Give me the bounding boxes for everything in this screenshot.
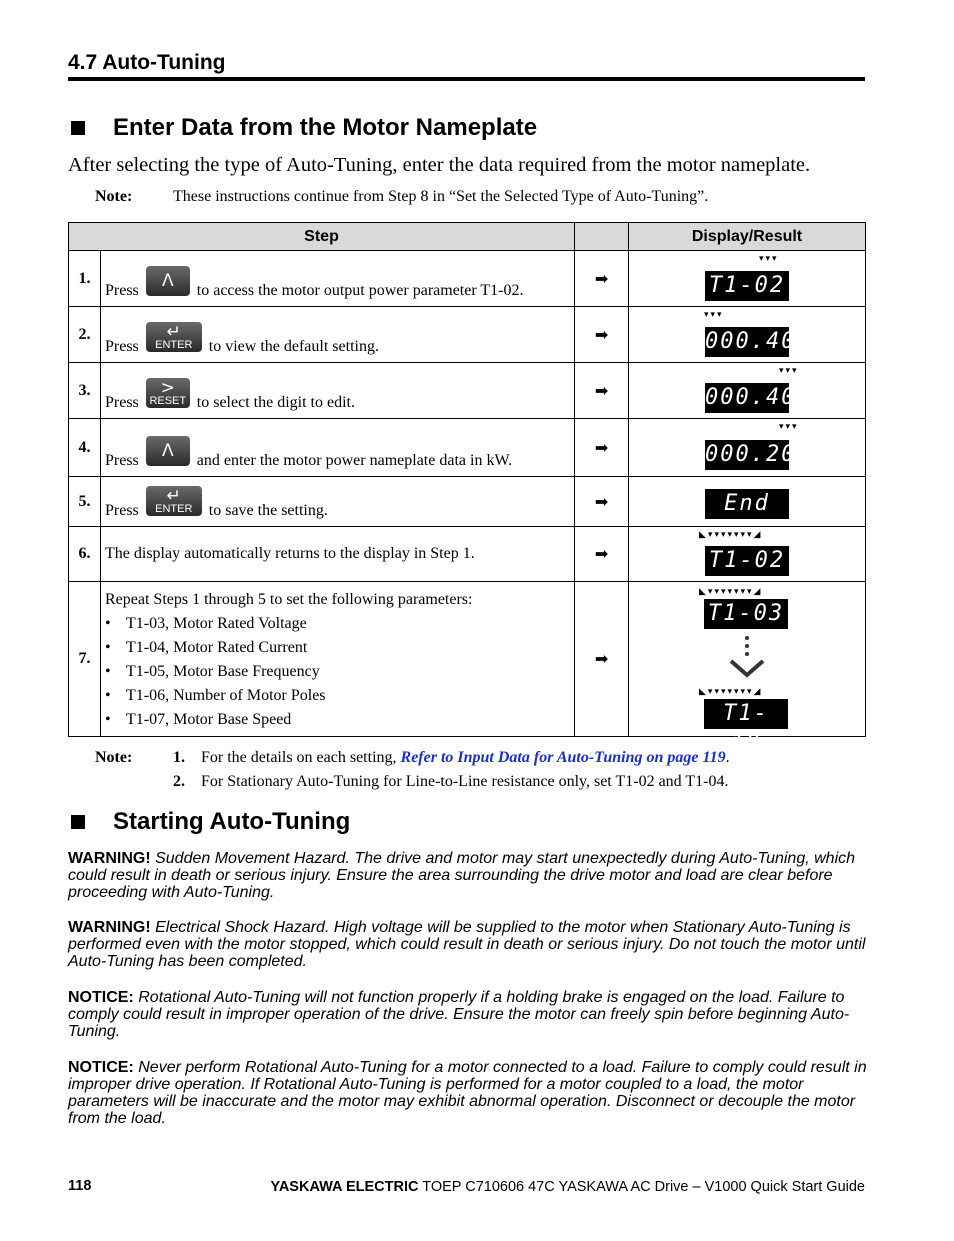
result-arrow-icon: ➡ [575,363,629,419]
note-details [95,749,730,797]
note-number: 1. [173,749,185,766]
press-text: Press [105,394,139,411]
display-cell [629,527,866,582]
blink-indicator-icon: ▾▾▾ [779,422,799,432]
up-arrow-key-icon [146,266,190,296]
heading-enter-data [68,114,537,142]
step-text: to select the digit to edit. [196,394,355,411]
lcd-display: T1-02 [705,546,789,576]
warning-text: Electrical Shock Hazard. High voltage will be supplied to the motor when Stationary Auto-Tuning is performed even with the motor stopped, which could result in death or serious injury. Do not touch the motor until Auto-Tuning has been completed. [68,919,866,970]
result-arrow-icon: ➡ [575,419,629,477]
notice-text: Rotational Auto-Tuning will not function properly if a holding brake is engaged on the load. Failure to comply could result in improper operation of the drive. Ensure the motor can freely spin before beginning Auto-Tuning. [68,989,850,1040]
display-cell [629,307,866,363]
notice-load [68,1059,868,1127]
table-header-row [69,223,866,251]
blink-indicator-icon: ◣▾▾▾▾▾▾▾◢ [699,687,763,697]
lcd-display: 000.40 [705,383,789,413]
step-number: 1. [69,251,101,307]
note-item [95,749,730,773]
blink-indicator-icon: ◣▾▾▾▾▾▾▾◢ [699,587,763,597]
enter-key-icon [146,486,202,516]
list-item: • T1-07, Motor Base Speed [105,708,570,732]
parameter-list [105,612,570,732]
section-title: 4.7 Auto-Tuning [68,51,226,74]
press-text: Press [105,338,139,355]
blink-indicator-icon: ▾▾▾ [704,310,724,320]
step-description [101,419,575,477]
lcd-display: 000.20 [705,440,789,470]
reset-key-icon [146,378,190,408]
list-item: • T1-06, Number of Motor Poles [105,684,570,708]
enter-key-icon [146,322,202,352]
press-text: Press [105,452,139,469]
notice-text: Never perform Rotational Auto-Tuning for a motor connected to a load. Failure to comply could result in improper drive operation. If Rotational Auto-Tuning is performed for a motor coupled to a load, the motor parameters will be inaccurate and the motor may exhibit abnormal operation. Disconnect or decouple the motor from the load. [68,1059,867,1127]
result-arrow-icon: ➡ [575,527,629,582]
result-arrow-icon: ➡ [575,582,629,737]
note-text: For the details on each setting, [201,749,401,766]
table-row [69,477,866,527]
step-text: to access the motor output power parameter T1-02. [196,282,524,299]
step-description [101,582,575,737]
lcd-display: T1-02 [705,271,789,301]
key-symbol: > [160,377,175,398]
header-arrow [575,223,629,251]
list-item: • T1-04, Motor Rated Current [105,636,570,660]
blink-indicator-icon: ▾▾▾ [779,366,799,376]
table-row [69,307,866,363]
square-bullet-icon [71,815,85,829]
step-description [101,251,575,307]
result-arrow-icon: ➡ [575,307,629,363]
footer-doc: TOEP C710606 47C YASKAWA AC Drive – V1000 Quick Start Guide [422,1179,865,1195]
table-row [69,582,866,737]
press-text: Press [105,502,139,519]
lcd-display: End [705,489,789,519]
note-label: Note: [95,188,133,205]
header-display: Display/Result [629,223,866,251]
notice-label: NOTICE: [68,1059,134,1076]
note-text: For Stationary Auto-Tuning for Line-to-Line resistance only, set T1-02 and T1-04. [201,773,729,790]
heading-starting-auto-tuning [68,808,350,836]
blink-indicator-icon: ◣▾▾▾▾▾▾▾◢ [699,530,763,540]
key-symbol: ↵ [166,485,181,506]
note-continue [95,188,708,206]
warning-shock [68,919,868,970]
step-text: to view the default setting. [208,338,379,355]
table-row [69,363,866,419]
lcd-display: T1- 10 [704,699,788,729]
note-number: 2. [173,773,185,790]
lcd-display: 000.40 [705,327,789,357]
step-number: 5. [69,477,101,527]
page-reference-link[interactable]: Refer to Input Data for Auto-Tuning on page 119 [400,749,726,766]
press-text: Press [105,282,139,299]
key-symbol: Λ [161,441,174,461]
step-description [101,307,575,363]
warning-text: Sudden Movement Hazard. The drive and motor may start unexpectedly during Auto-Tuning, which could result in death or serious injury. Ensure the area surrounding the drive motor and load are clear before proceeding with Auto-Tuning. [68,850,856,901]
display-cell [629,582,866,756]
list-item: • T1-05, Motor Base Frequency [105,660,570,684]
note-text: These instructions continue from Step 8 in “Set the Selected Type of Auto-Tuning”. [173,188,709,205]
intro-paragraph: After selecting the type of Auto-Tuning, enter the data required from the motor nameplate. [68,154,811,176]
list-item: • T1-03, Motor Rated Voltage [105,612,570,636]
square-bullet-icon [71,121,85,135]
footer-brand: YASKAWA ELECTRIC [270,1179,419,1195]
step-number: 3. [69,363,101,419]
table-row [69,251,866,307]
header-step: Step [69,223,575,251]
step-text: to save the setting. [208,502,328,519]
display-cell [629,363,866,419]
display-cell [629,251,866,307]
section-header [68,50,865,76]
up-arrow-key-icon [146,436,190,466]
blink-indicator-icon: ▾▾▾ [759,254,779,264]
down-arrow-icon [725,635,769,681]
step-description: The display automatically returns to the display in Step 1. [101,527,575,582]
display-cell [629,477,866,527]
key-label: ENTER [155,338,193,351]
step-text: and enter the motor power nameplate data in kW. [196,452,513,469]
lcd-display: T1-03 [704,599,788,629]
result-arrow-icon: ➡ [575,477,629,527]
step-number: 4. [69,419,101,477]
step7-intro: Repeat Steps 1 through 5 to set the following parameters: [105,591,473,608]
warning-label: WARNING! [68,850,151,867]
step-number: 2. [69,307,101,363]
table-row [69,527,866,582]
heading-enter-data-text: Enter Data from the Motor Nameplate [113,114,538,141]
header-rule [68,77,865,81]
key-label: RESET [149,394,187,407]
warning-label: WARNING! [68,919,151,936]
footer-doc-info [270,1179,865,1195]
step-description [101,477,575,527]
note-label: Note: [95,749,133,766]
note-item [95,773,730,797]
key-symbol: ↵ [166,321,181,342]
table-row [69,419,866,477]
key-symbol: Λ [161,271,174,291]
result-arrow-icon: ➡ [575,251,629,307]
step-number: 6. [69,527,101,582]
key-label: ENTER [155,502,193,515]
step-description [101,363,575,419]
page-number: 118 [68,1178,92,1194]
step-number: 7. [69,582,101,737]
warning-movement [68,850,868,901]
heading-starting-text: Starting Auto-Tuning [113,808,351,835]
note-text-end: . [725,749,730,766]
display-cell [629,419,866,477]
steps-table [68,222,866,756]
notice-brake [68,989,868,1040]
notice-label: NOTICE: [68,989,134,1006]
